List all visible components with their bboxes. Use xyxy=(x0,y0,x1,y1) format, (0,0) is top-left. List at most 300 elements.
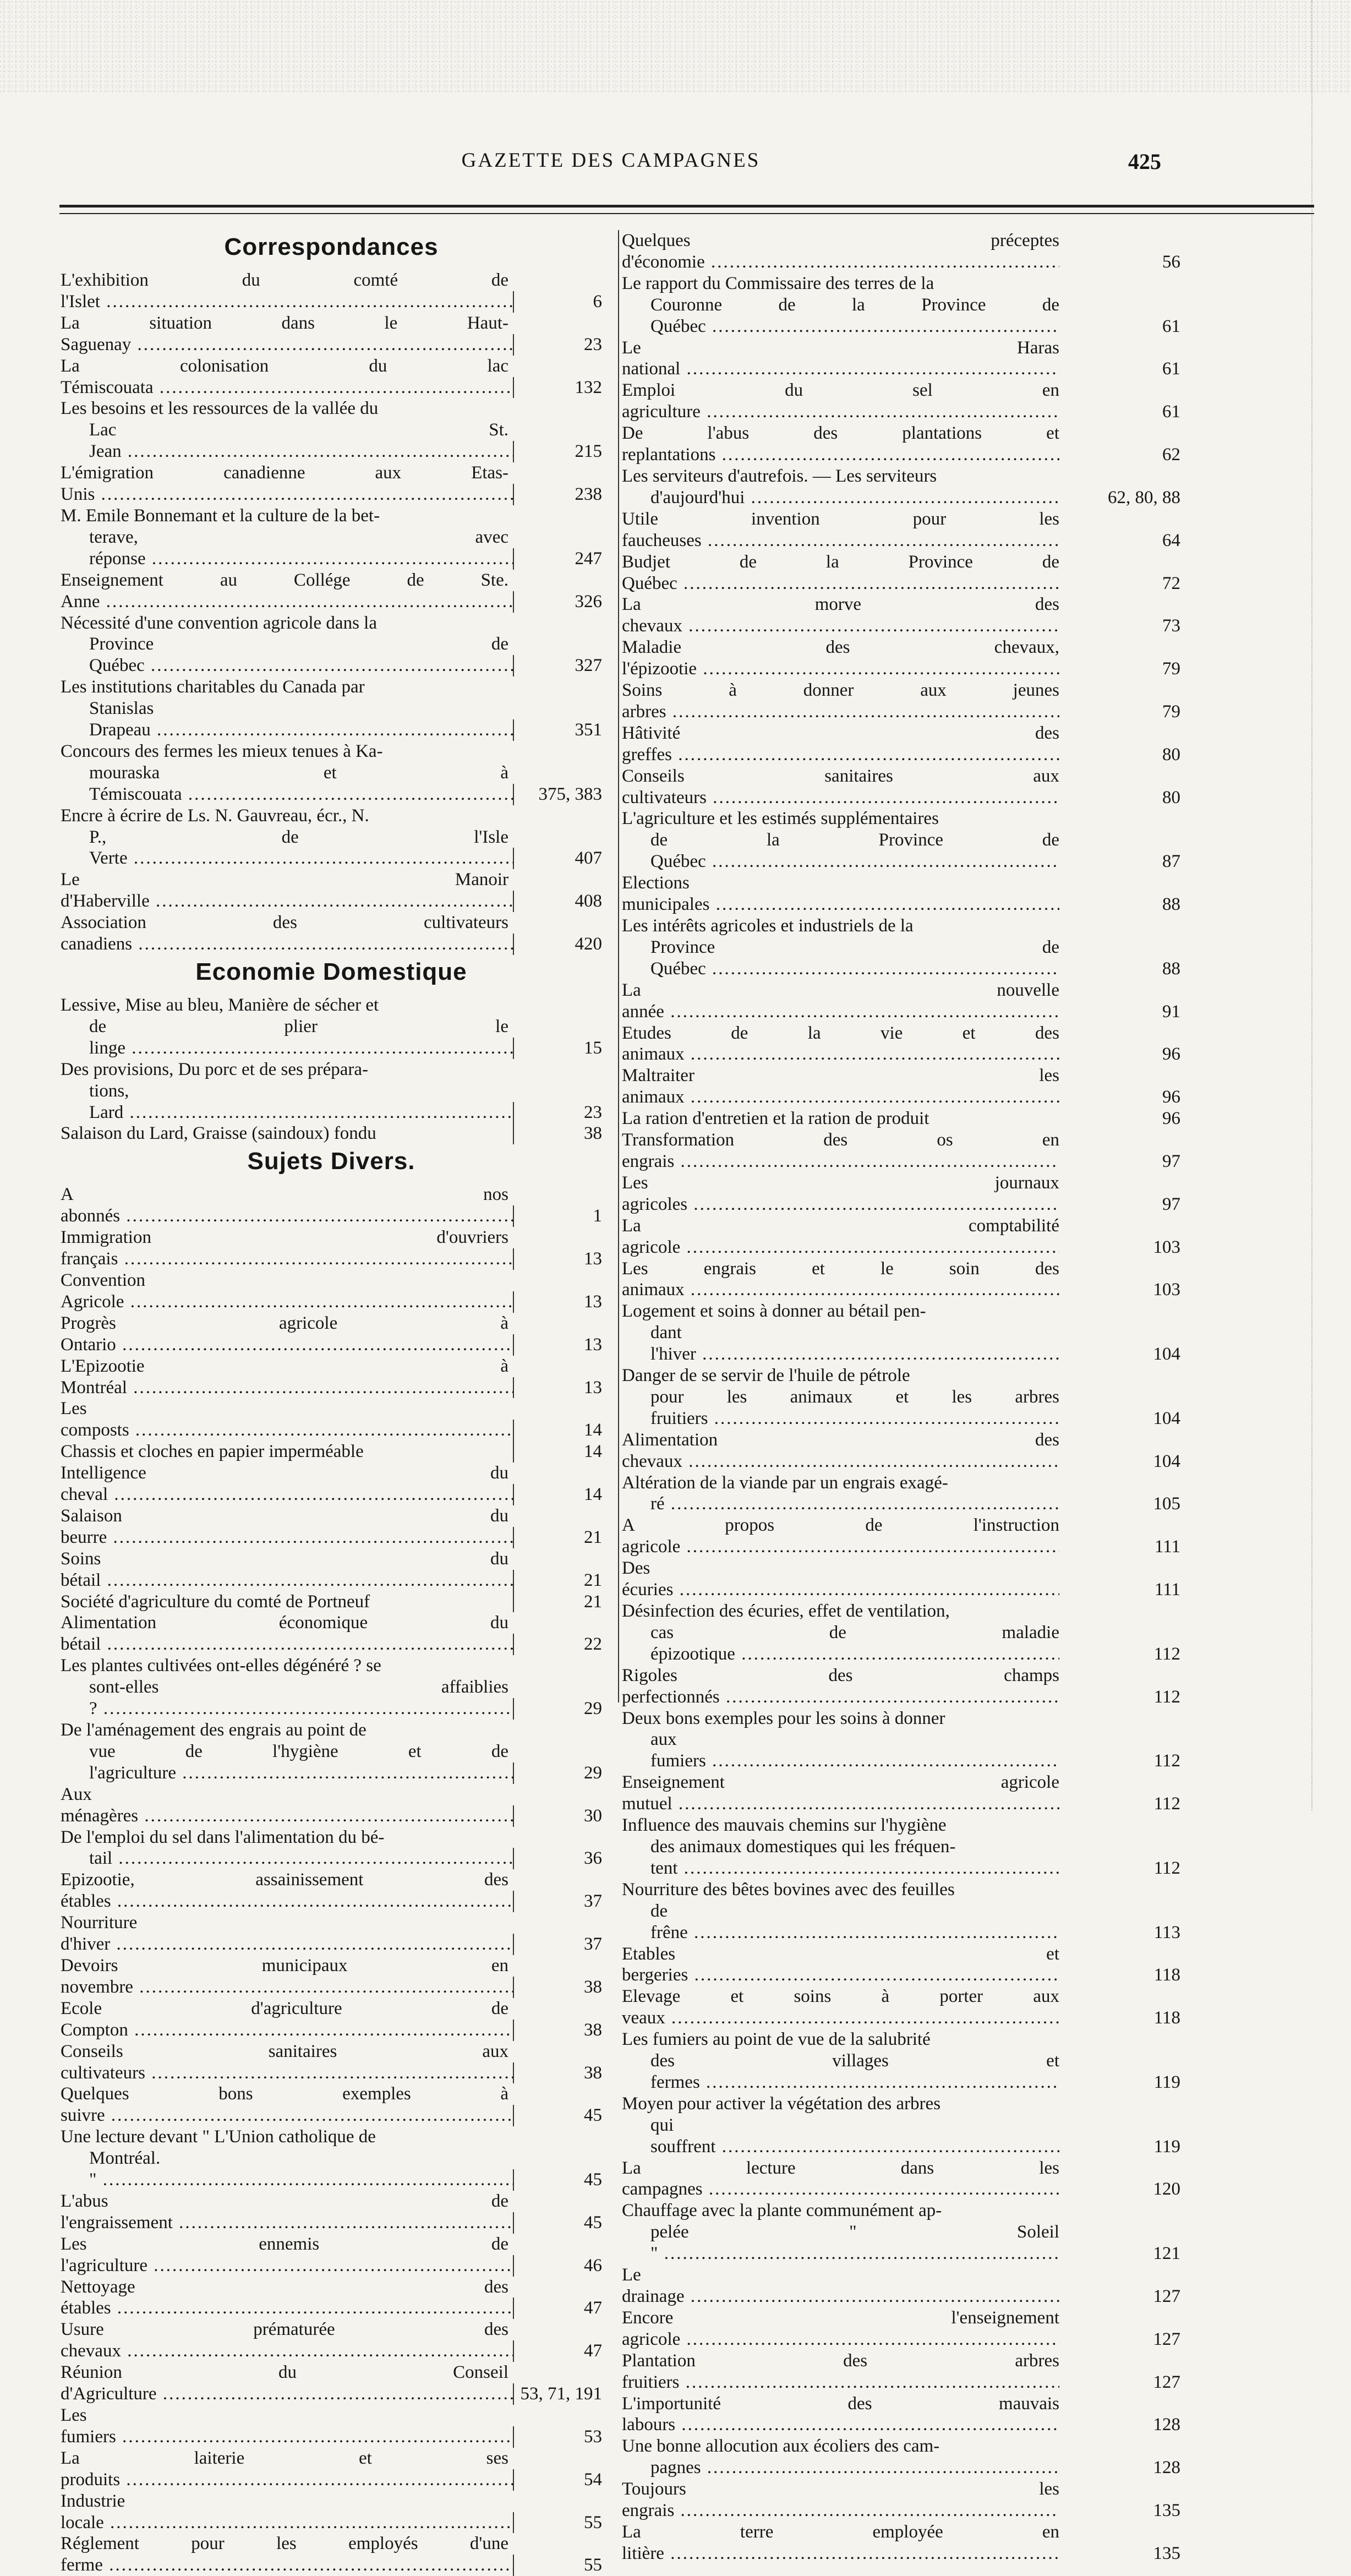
entry-title-line: La nouvelle année ..... xyxy=(622,980,1059,1023)
entry-page-numbers: 351 xyxy=(513,719,602,741)
entry-title xyxy=(61,1869,513,1912)
entry-title xyxy=(622,423,1059,466)
entry-page-numbers: 55 xyxy=(513,2555,602,2576)
index-entry xyxy=(622,1365,1180,1429)
index-entry xyxy=(61,1827,602,1870)
entry-title-line: Nettoyage des étables ..... xyxy=(61,2277,508,2320)
entry-title-line: Province de Québec ..... xyxy=(622,937,1059,980)
index-entry xyxy=(622,2479,1180,2522)
entry-title-line: Le drainage ..... xyxy=(622,2264,1059,2307)
entry-title-line: des villages et fermes ..... xyxy=(622,2050,1059,2093)
entry-title-line: Emploi du sel en agriculture ..... xyxy=(622,380,1059,423)
entry-title-line: De l'abus des plantations et replantations ..... xyxy=(622,423,1059,466)
entry-title xyxy=(61,2319,513,2362)
index-entry xyxy=(61,1059,602,1123)
column-divider xyxy=(618,230,619,1702)
entry-title-line: Les ennemis de l'agriculture ..... xyxy=(61,2234,508,2277)
entry-title xyxy=(61,2191,513,2234)
entry-title xyxy=(61,912,513,955)
index-entry xyxy=(622,423,1180,466)
entry-page-numbers: 72 xyxy=(1162,573,1180,593)
entry-page-numbers: 29 xyxy=(513,1698,602,1720)
entry-page-numbers: 420 xyxy=(513,934,602,955)
entry-page-numbers: 45 xyxy=(513,2169,602,2191)
entry-title xyxy=(61,1462,513,1505)
entry-page-numbers: 15 xyxy=(513,1038,602,1059)
entry-title xyxy=(61,1059,513,1123)
entry-title-line: Association des cultivateurs canadiens ..... xyxy=(61,912,508,955)
entry-title xyxy=(622,808,1059,872)
entry-page-numbers: 238 xyxy=(513,484,602,505)
entry-title xyxy=(622,2436,1059,2479)
entry-title xyxy=(61,613,513,677)
entry-page-numbers: 29 xyxy=(513,1762,602,1784)
index-entry xyxy=(61,1955,602,1998)
index-entry xyxy=(622,509,1180,552)
entry-title xyxy=(61,1591,513,1613)
index-entry xyxy=(622,1258,1180,1301)
entry-title-line: Usure prématurée des chevaux ..... xyxy=(61,2319,508,2362)
entry-page-numbers: 247 xyxy=(513,548,602,570)
index-entry xyxy=(61,356,602,399)
entry-page-numbers: 80 xyxy=(1162,787,1180,807)
index-entry xyxy=(61,1184,602,1227)
entry-title-line: Les serviteurs d'autrefois. — Les serviteurs xyxy=(622,466,937,486)
entry-page-numbers: 112 xyxy=(1153,1687,1180,1707)
entry-title-line: Alimentation économique du bétail ..... xyxy=(61,1612,508,1655)
entry-page-numbers: 88 xyxy=(1162,958,1180,979)
index-entry xyxy=(61,995,602,1059)
entry-title xyxy=(622,1665,1059,1708)
index-entry xyxy=(622,1215,1180,1258)
entry-title xyxy=(622,1472,1059,1515)
entry-title xyxy=(61,2234,513,2277)
index-entry xyxy=(622,1815,1180,1879)
entry-page-numbers: 132 xyxy=(513,377,602,399)
entry-title-line: d'aujourd'hui ..... xyxy=(622,487,1059,509)
entry-page-numbers: 112 xyxy=(1153,1644,1180,1664)
entry-title xyxy=(622,2093,1059,2158)
entry-title-line: A propos de l'instruction agricole ..... xyxy=(622,1515,1059,1558)
entry-title xyxy=(61,1720,513,1784)
entry-title xyxy=(61,1548,513,1591)
index-entry xyxy=(622,337,1180,380)
entry-page-numbers: 13 xyxy=(513,1377,602,1399)
entry-title-line: La colonisation du lac Témiscouata ..... xyxy=(61,356,508,399)
index-entry xyxy=(61,2362,602,2405)
entry-title xyxy=(622,380,1059,423)
index-entry xyxy=(61,1505,602,1548)
entry-title-line: Maladie des chevaux, l'épizootie ..... xyxy=(622,637,1059,680)
entry-title-line: Chauffage avec la plante communément ap- xyxy=(622,2201,942,2221)
index-entry xyxy=(622,594,1180,637)
entry-title-line: La situation dans le Haut-Saguenay ..... xyxy=(61,313,508,356)
entry-title xyxy=(622,2522,1059,2564)
index-entry xyxy=(61,462,602,505)
entry-title-line: Immigration d'ouvriers français ..... xyxy=(61,1227,508,1270)
entry-title-line: Les besoins et les ressources de la vallée du xyxy=(61,399,379,419)
index-entry xyxy=(61,2041,602,2084)
entry-page-numbers: 135 xyxy=(1153,2501,1180,2521)
index-entry xyxy=(61,869,602,912)
entry-title-line: Chassis et cloches en papier imperméable xyxy=(61,1442,364,1462)
entry-title-line: Nourriture des bêtes bovines avec des feuilles xyxy=(622,1879,955,1900)
entry-page-numbers: 104 xyxy=(1153,1344,1180,1365)
index-entry xyxy=(61,570,602,613)
index-entry xyxy=(61,2126,602,2191)
entry-title xyxy=(622,915,1059,980)
index-entry xyxy=(61,2448,602,2491)
entry-title-line: Le rapport du Commissaire des terres de la xyxy=(622,273,934,293)
running-title: GAZETTE DES CAMPAGNES xyxy=(461,149,761,172)
entry-title-line: Quelques préceptes d'économie ..... xyxy=(622,230,1059,273)
entry-title xyxy=(61,1827,513,1870)
index-entry xyxy=(622,273,1180,337)
entry-title-line: Désinfection des écuries, effet de ventilation, xyxy=(622,1601,950,1621)
entry-page-numbers: 127 xyxy=(1153,2372,1180,2392)
entry-page-numbers: 111 xyxy=(1154,1580,1180,1600)
entry-title-line: Salaison du beurre ..... xyxy=(61,1505,508,1548)
entry-title xyxy=(622,1108,1059,1129)
entry-title-line: Influence des mauvais chemins sur l'hygiène xyxy=(622,1815,947,1836)
page-number: 425 xyxy=(1128,149,1161,174)
entry-title-line: Stanislas Drapeau ..... xyxy=(61,698,508,741)
entry-page-numbers: 56 xyxy=(1162,252,1180,272)
entry-page-numbers: 13 xyxy=(513,1334,602,1356)
entry-page-numbers: 103 xyxy=(1153,1280,1180,1300)
entry-title-line: Enseignement agricole mutuel ..... xyxy=(622,1772,1059,1815)
index-entry xyxy=(622,1601,1180,1665)
entry-page-numbers: 118 xyxy=(1153,2008,1180,2028)
entry-page-numbers: 64 xyxy=(1162,530,1180,550)
entry-page-numbers: 21 xyxy=(513,1570,602,1591)
entry-title-line: L'agriculture et les estimés supplémentaires xyxy=(622,809,939,829)
entry-title-line: L'importunité des mauvais labours ..... xyxy=(622,2393,1059,2436)
entry-page-numbers: 128 xyxy=(1153,2415,1180,2435)
entry-title xyxy=(622,872,1059,915)
index-entry xyxy=(61,741,602,805)
entry-title xyxy=(61,1612,513,1655)
index-entry xyxy=(622,466,1180,509)
entry-title-line: tent ..... xyxy=(622,1858,1059,1879)
entry-page-numbers: 104 xyxy=(1153,1408,1180,1428)
entry-page-numbers: 53, 71, 191 xyxy=(513,2383,602,2405)
index-entry xyxy=(622,2093,1180,2158)
entry-title xyxy=(61,2041,513,2084)
entry-page-numbers: 13 xyxy=(513,1291,602,1313)
entry-title xyxy=(622,2264,1059,2307)
entry-title-line: Soins à donner aux jeunes arbres ..... xyxy=(622,680,1059,723)
index-entry xyxy=(61,912,602,955)
entry-page-numbers: 119 xyxy=(1153,2072,1180,2092)
entry-page-numbers: 38 xyxy=(513,1123,602,1144)
entry-title xyxy=(61,398,513,462)
entry-title xyxy=(622,2479,1059,2522)
index-entry xyxy=(61,1912,602,1955)
entry-page-numbers: 23 xyxy=(513,334,602,356)
index-entry xyxy=(622,552,1180,594)
entry-page-numbers: 407 xyxy=(513,848,602,869)
entry-title xyxy=(61,1356,513,1399)
entry-title xyxy=(622,680,1059,723)
entry-page-numbers: 111 xyxy=(1154,1537,1180,1557)
entry-title xyxy=(61,2405,513,2448)
index-entry xyxy=(61,2319,602,2362)
entry-title-line: Epizootie, assainissement des étables ..... xyxy=(61,1869,508,1912)
entry-page-numbers: 22 xyxy=(513,1634,602,1655)
index-entry xyxy=(61,1313,602,1356)
running-head xyxy=(61,149,1161,182)
index-entry xyxy=(61,1398,602,1441)
entry-title xyxy=(622,1215,1059,1258)
entry-title-line: Montréal. " ..... xyxy=(61,2148,508,2191)
right-column xyxy=(622,230,1180,2564)
entry-title xyxy=(622,1601,1059,1665)
entry-page-numbers: 120 xyxy=(1153,2179,1180,2200)
entry-title-line: Province de Québec ..... xyxy=(61,634,508,676)
entry-title-line: De l'emploi du sel dans l'alimentation du bé- xyxy=(61,1827,385,1847)
entry-page-numbers: 30 xyxy=(513,1805,602,1827)
index-entry xyxy=(622,1708,1180,1772)
entry-page-numbers: 97 xyxy=(1162,1151,1180,1171)
scan-speckle-top xyxy=(0,0,1351,94)
entry-page-numbers: 14 xyxy=(513,1420,602,1441)
entry-page-numbers: 408 xyxy=(513,891,602,912)
entry-title-line: Des écuries ..... xyxy=(622,1558,1059,1601)
entry-title-line: L'Epizootie à Montréal ..... xyxy=(61,1356,508,1399)
entry-title-line: Une bonne allocution aux écoliers des cam- xyxy=(622,2436,940,2457)
entry-title xyxy=(61,995,513,1059)
entry-title xyxy=(622,2307,1059,2350)
entry-title-line: Encore l'enseignement agricole ..... xyxy=(622,2307,1059,2350)
entry-title xyxy=(622,1365,1059,1429)
entry-page-numbers: 121 xyxy=(1153,2244,1180,2264)
index-entry xyxy=(622,230,1180,273)
index-entry xyxy=(622,1429,1180,1472)
entry-page-numbers: 87 xyxy=(1162,852,1180,872)
entry-title-line: Soins du bétail ..... xyxy=(61,1548,508,1591)
entry-title-line: La laiterie et ses produits ..... xyxy=(61,2448,508,2491)
entry-title-line: Lessive, Mise au bleu, Manière de sécher et xyxy=(61,995,379,1015)
entry-title-line: dant l'hiver ..... xyxy=(622,1322,1059,1365)
entry-page-numbers: 21 xyxy=(513,1527,602,1548)
entry-title xyxy=(61,1505,513,1548)
entry-title xyxy=(622,2393,1059,2436)
entry-title-line: Elections municipales ..... xyxy=(622,872,1059,915)
index-entry xyxy=(622,637,1180,680)
entry-page-numbers: 62, 80, 88 xyxy=(1108,487,1180,507)
entry-page-numbers: 96 xyxy=(1162,1044,1180,1065)
entry-page-numbers: 96 xyxy=(1162,1087,1180,1107)
entry-title-line: Salaison du Lard, Graisse (saindoux) fondu xyxy=(61,1123,376,1144)
index-entry xyxy=(622,1944,1180,1986)
index-entry xyxy=(61,805,602,870)
entry-page-numbers: 62 xyxy=(1162,445,1180,465)
entry-title xyxy=(61,676,513,741)
entry-title-line: Utile invention pour les faucheuses ..... xyxy=(622,509,1059,552)
entry-title-line: Les journaux agricoles ..... xyxy=(622,1172,1059,1215)
entry-title xyxy=(622,552,1059,594)
section-heading: Correspondances xyxy=(224,233,439,260)
index-entry xyxy=(622,1172,1180,1215)
index-entry xyxy=(61,1123,602,1144)
entry-title-line: qui souffrent ..... xyxy=(622,2115,1059,2158)
entry-title xyxy=(61,741,513,805)
entry-title xyxy=(622,509,1059,552)
index-entry xyxy=(622,2436,1180,2479)
entry-title-line: vue de l'hygiène et de l'agriculture ..... xyxy=(61,1741,508,1784)
entry-title xyxy=(61,2533,513,2576)
entry-title xyxy=(622,1129,1059,1172)
entry-page-numbers: 38 xyxy=(513,1977,602,1998)
index-entry xyxy=(61,1548,602,1591)
entry-page-numbers: 47 xyxy=(513,2340,602,2362)
entry-title-line: Plantation des arbres fruitiers ..... xyxy=(622,2350,1059,2393)
index-entry xyxy=(61,1869,602,1912)
entry-page-numbers: 23 xyxy=(513,1102,602,1123)
entry-title-line: La ration d'entretien et la ration de produit xyxy=(622,1109,929,1129)
entry-title-line: Danger de se servir de l'huile de pétrole xyxy=(622,1366,910,1386)
entry-title xyxy=(622,2029,1059,2093)
index-entry xyxy=(622,1986,1180,2029)
index-entry xyxy=(622,380,1180,423)
entry-title xyxy=(622,1065,1059,1108)
entry-title-line: Concours des fermes les mieux tenues à Ka- xyxy=(61,741,383,761)
entry-title-line: Conseils sanitaires aux cultivateurs ..... xyxy=(622,766,1059,809)
entry-page-numbers: 37 xyxy=(513,1934,602,1955)
entry-title xyxy=(622,230,1059,273)
entry-page-numbers: 327 xyxy=(513,655,602,676)
entry-title-line: tions, Lard ..... xyxy=(61,1080,508,1123)
index-entry xyxy=(61,1655,602,1720)
entry-title xyxy=(622,1515,1059,1558)
entry-page-numbers: 1 xyxy=(513,1205,602,1227)
entry-page-numbers: 47 xyxy=(513,2297,602,2319)
entry-title xyxy=(61,1313,513,1356)
entry-page-numbers: 13 xyxy=(513,1248,602,1270)
entry-page-numbers: 96 xyxy=(1162,1109,1180,1129)
section-heading: Economie Domestique xyxy=(195,958,467,985)
entry-page-numbers: 104 xyxy=(1153,1451,1180,1471)
index-entry xyxy=(61,270,602,313)
entry-title xyxy=(622,723,1059,766)
entry-page-numbers: 54 xyxy=(513,2469,602,2491)
entry-page-numbers: 118 xyxy=(1153,1965,1180,1985)
entry-title-line: pelée " Soleil " ..... xyxy=(622,2222,1059,2264)
entry-page-numbers: 127 xyxy=(1153,2329,1180,2349)
index-entry xyxy=(622,1301,1180,1365)
entry-title-line: L'abus de l'engraissement ..... xyxy=(61,2191,508,2234)
index-entry xyxy=(622,2200,1180,2264)
entry-title-line: Etables et bergeries ..... xyxy=(622,1944,1059,1986)
entry-page-numbers: 91 xyxy=(1162,1001,1180,1022)
entry-title-line: Etudes de la vie et des animaux ..... xyxy=(622,1023,1059,1066)
index-entry xyxy=(61,1998,602,2041)
entry-page-numbers: 135 xyxy=(1153,2543,1180,2563)
entry-title-line: De l'aménagement des engrais au point de xyxy=(61,1720,367,1740)
entry-title xyxy=(622,1772,1059,1815)
index-entry xyxy=(61,2277,602,2320)
entry-title-line: terave, avec réponse ..... xyxy=(61,527,508,570)
entry-title-line: Logement et soins à donner au bétail pen- xyxy=(622,1301,926,1322)
entry-page-numbers: 14 xyxy=(513,1484,602,1505)
entry-page-numbers: 38 xyxy=(513,2062,602,2084)
entry-page-numbers: 45 xyxy=(513,2105,602,2126)
section-heading: Sujets Divers. xyxy=(247,1148,415,1175)
entry-title xyxy=(61,2448,513,2491)
entry-page-numbers: 103 xyxy=(1153,1237,1180,1257)
index-entry xyxy=(61,2491,602,2534)
entry-title-line: Nécessité d'une convention agricole dans la xyxy=(61,613,377,633)
entry-title-line: Hâtivité des greffes ..... xyxy=(622,723,1059,766)
index-entry xyxy=(61,1441,602,1462)
entry-title-line: Les fumiers ..... xyxy=(61,2405,508,2448)
entry-title-line: Quelques bons exemples à suivre ..... xyxy=(61,2083,508,2126)
entry-title xyxy=(622,1558,1059,1601)
index-entry xyxy=(61,1720,602,1784)
entry-title xyxy=(622,980,1059,1023)
entry-title xyxy=(61,505,513,570)
entry-title-line: Des provisions, Du porc et de ses prépara- xyxy=(61,1059,369,1079)
entry-title xyxy=(61,2362,513,2405)
entry-title xyxy=(622,1172,1059,1215)
entry-page-numbers: 215 xyxy=(513,441,602,462)
entry-title xyxy=(622,2350,1059,2393)
entry-title xyxy=(622,637,1059,680)
entry-title-line: pagnes ..... xyxy=(622,2457,1059,2479)
index-entry xyxy=(622,2393,1180,2436)
entry-title-line: de frêne ..... xyxy=(622,1901,1059,1944)
entry-title xyxy=(61,1270,513,1313)
index-entry xyxy=(61,613,602,677)
entry-title-line: Nourriture d'hiver ..... xyxy=(61,1912,508,1955)
index-entry xyxy=(622,680,1180,723)
entry-title xyxy=(61,2126,513,2191)
entry-title-line: Les engrais et le soin des animaux ..... xyxy=(622,1258,1059,1301)
entry-page-numbers: 97 xyxy=(1162,1194,1180,1214)
entry-page-numbers: 80 xyxy=(1162,744,1180,765)
entry-title-line: M. Emile Bonnemant et la culture de la bet- xyxy=(61,505,380,526)
index-entry xyxy=(61,2405,602,2448)
entry-title xyxy=(61,1441,513,1462)
index-entry xyxy=(61,676,602,741)
index-entry xyxy=(61,1591,602,1613)
entry-title-line: Convention Agricole ..... xyxy=(61,1270,508,1313)
entry-title-line: A nos abonnés ..... xyxy=(61,1184,508,1227)
index-entry xyxy=(622,808,1180,872)
entry-title-line: Intelligence du cheval ..... xyxy=(61,1462,508,1505)
index-entry xyxy=(61,505,602,570)
entry-title xyxy=(622,1023,1059,1066)
entry-title xyxy=(61,2083,513,2126)
entry-title xyxy=(61,570,513,613)
index-entry xyxy=(622,1879,1180,1944)
index-entry xyxy=(622,1023,1180,1066)
index-entry xyxy=(622,872,1180,915)
entry-page-numbers: 55 xyxy=(513,2512,602,2534)
entry-title-line: de plier le linge ..... xyxy=(61,1016,508,1059)
entry-title-line: Couronne de la Province de Québec ..... xyxy=(622,294,1059,337)
index-entry xyxy=(622,1129,1180,1172)
entry-title xyxy=(61,1912,513,1955)
entry-page-numbers: 79 xyxy=(1162,701,1180,722)
entry-page-numbers: 112 xyxy=(1153,1858,1180,1878)
entry-title xyxy=(61,1784,513,1827)
entry-page-numbers: 38 xyxy=(513,2020,602,2041)
entry-page-numbers: 45 xyxy=(513,2212,602,2234)
entry-title xyxy=(622,766,1059,809)
index-entry xyxy=(61,2191,602,2234)
